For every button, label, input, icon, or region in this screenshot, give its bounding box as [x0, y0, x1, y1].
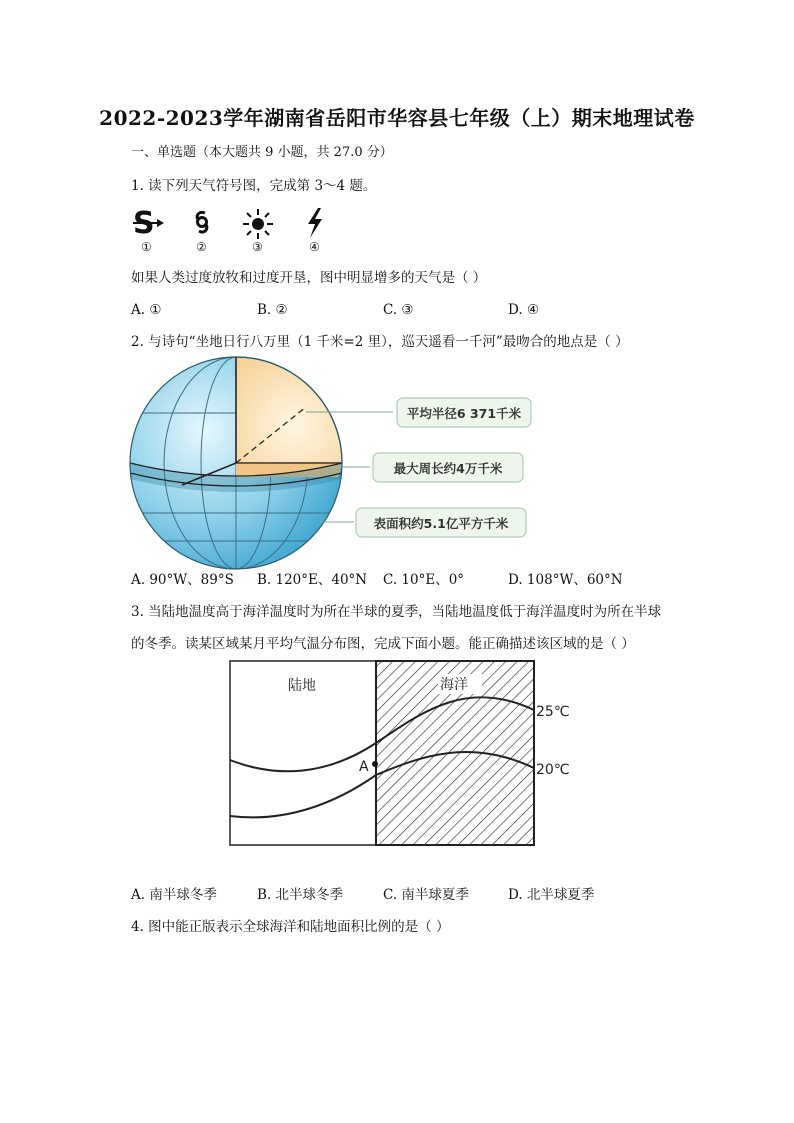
option-d[interactable]: D. 北半球夏季 — [508, 887, 595, 903]
option-d[interactable]: D. ④ — [508, 302, 540, 318]
label-area: 表面积约5.1亿平方千米 — [373, 516, 509, 531]
callout-circumference — [340, 453, 523, 482]
option-a[interactable]: A. ① — [131, 302, 162, 318]
thunder-icon — [304, 207, 326, 239]
sunny-icon — [241, 208, 275, 240]
question-1-options — [131, 300, 691, 320]
label-circumference: 最大周长约4万千米 — [393, 461, 503, 476]
question-1-text: 如果人类过度放牧和过度开垦，图中明显增多的天气是（ ） — [131, 270, 487, 286]
option-c[interactable]: C. ③ — [383, 302, 414, 318]
option-b[interactable]: B. ② — [257, 302, 288, 318]
option-a[interactable]: A. 90°W、89°S — [131, 572, 234, 588]
option-c[interactable]: C. 南半球夏季 — [383, 887, 469, 903]
point-a-label: A — [359, 759, 369, 775]
option-a[interactable]: A. 南半球冬季 — [131, 887, 217, 903]
symbol-number: ① — [141, 240, 152, 254]
sea-label: 海洋 — [440, 677, 468, 693]
callout-area — [318, 508, 526, 537]
symbol-number: ③ — [252, 240, 263, 254]
isotherm-map — [226, 658, 586, 848]
symbol-number: ② — [196, 240, 207, 254]
option-d[interactable]: D. 108°W、60°N — [508, 572, 623, 588]
symbol-number: ④ — [309, 240, 320, 254]
label-radius: 平均半径6 371千米 — [406, 406, 522, 421]
option-b[interactable]: B. 北半球冬季 — [257, 887, 344, 903]
globe — [128, 357, 344, 569]
question-2-options — [131, 570, 691, 590]
land-label: 陆地 — [288, 678, 316, 694]
isotherm-20-label: 20℃ — [536, 762, 570, 778]
option-b[interactable]: B. 120°E、40°N — [257, 572, 368, 588]
callout-radius — [306, 398, 531, 427]
isotherm-25-label: 25℃ — [536, 704, 570, 720]
typhoon-icon — [191, 210, 213, 238]
question-2-stem: 2. 与诗句“坐地日行八万里（1 千米=2 里），巡天遥看一千河”最吻合的地点是（ ） — [131, 334, 629, 350]
earth-diagram — [128, 355, 538, 573]
question-3-stem-line1: 3. 当陆地温度高于海洋温度时为所在半球的夏季，当陆地温度低于海洋温度时为所在半球 — [131, 604, 662, 620]
question-1-stem: 1. 读下列天气符号图，完成第 3～4 题。 — [131, 178, 377, 194]
point-a — [372, 761, 378, 767]
option-c[interactable]: C. 10°E、0° — [383, 572, 465, 588]
page-title: 2022-2023学年湖南省岳阳市华容县七年级（上）期末地理试卷 — [99, 106, 695, 130]
svg-text:S: S — [133, 208, 155, 238]
question-3-stem-line2: 的冬季。读某区域某月平均气温分布图，完成下面小题。能正确描述该区域的是（ ） — [131, 636, 635, 652]
section-heading: 一、单选题（本大题共 9 小题，共 27.0 分） — [131, 145, 393, 160]
question-4-stem: 4. 图中能正版表示全球海洋和陆地面积比例的是（ ） — [131, 919, 450, 935]
sandstorm-icon — [131, 208, 165, 238]
question-3-options — [131, 885, 691, 905]
